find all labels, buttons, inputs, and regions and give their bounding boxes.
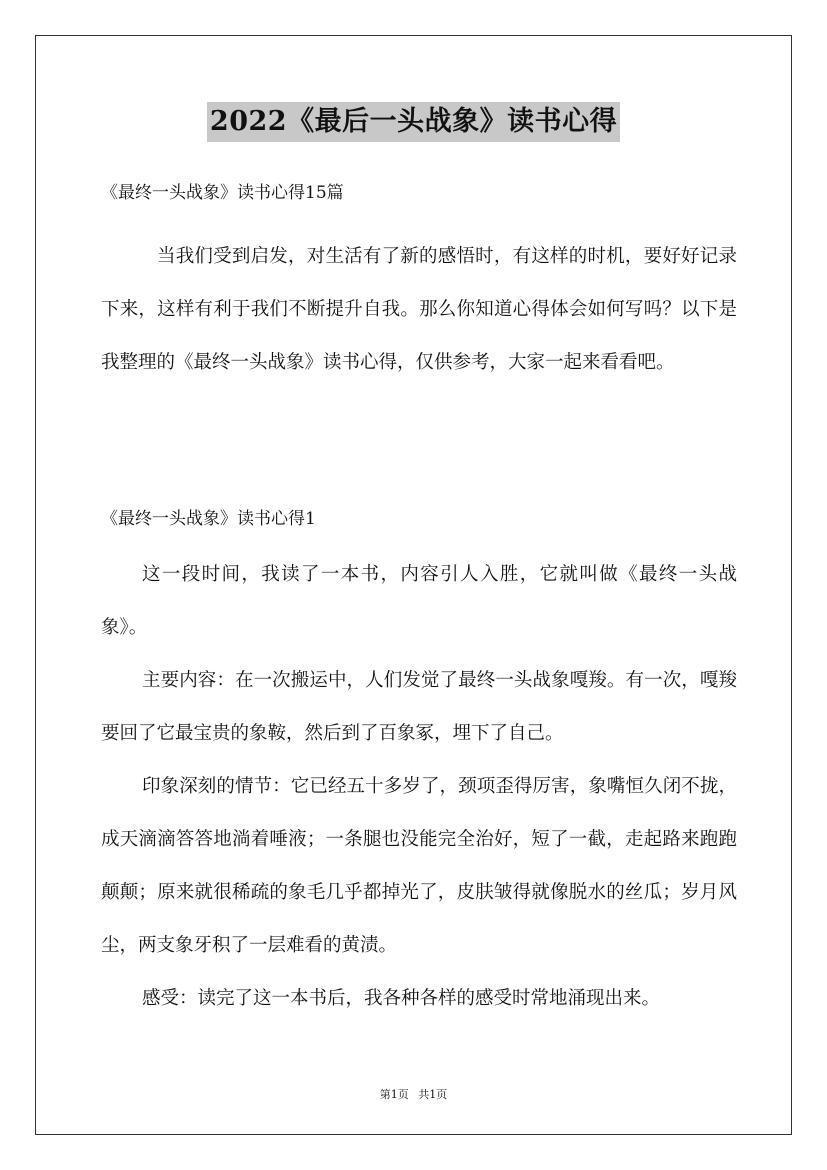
body-paragraph-4: 感受：读完了这一本书后，我各种各样的感受时常地涌现出来。	[142, 988, 661, 1009]
document-title: 2022《最后一头战象》读书心得	[207, 102, 620, 142]
intro-paragraph: 当我们受到启发，对生活有了新的感悟时，有这样的时机，要好好记录下来，这样有利于我们不断提升自我。那么你知道心得体会如何写吗？以下是我整理的《最终一头战象》读书心得，仅供参考，大家一起来看看吧。	[101, 246, 737, 373]
page-footer	[0, 1086, 827, 1102]
title-container	[0, 102, 827, 142]
body-paragraph-2: 主要内容：在一次搬运中，人们发觉了最终一头战象嘎羧。有一次，嘎羧要回了它最宝贵的象鞍，然后到了百象冢，埋下了自己。	[101, 670, 737, 744]
page-total: 共1页	[418, 1088, 448, 1101]
document-subtitle: 《最终一头战象》读书心得15篇	[101, 183, 344, 203]
body-paragraph-1: 这一段时间，我读了一本书，内容引人入胜，它就叫做《最终一头战象》。	[101, 564, 737, 638]
section-heading: 《最终一头战象》读书心得1	[101, 509, 316, 529]
page-number: 第1页	[379, 1088, 409, 1101]
body-paragraph-3: 印象深刻的情节：它已经五十多岁了，颈项歪得厉害，象嘴恒久闭不拢，成天滴滴答答地淌着唾液；一条腿也没能完全治好，短了一截，走起路来跑跑颠颠；原来就很稀疏的象毛几乎都掉光了，皮肤皱得就像脱水的丝瓜；岁月风尘，两支象牙积了一层难看的黄渍。	[101, 776, 737, 956]
